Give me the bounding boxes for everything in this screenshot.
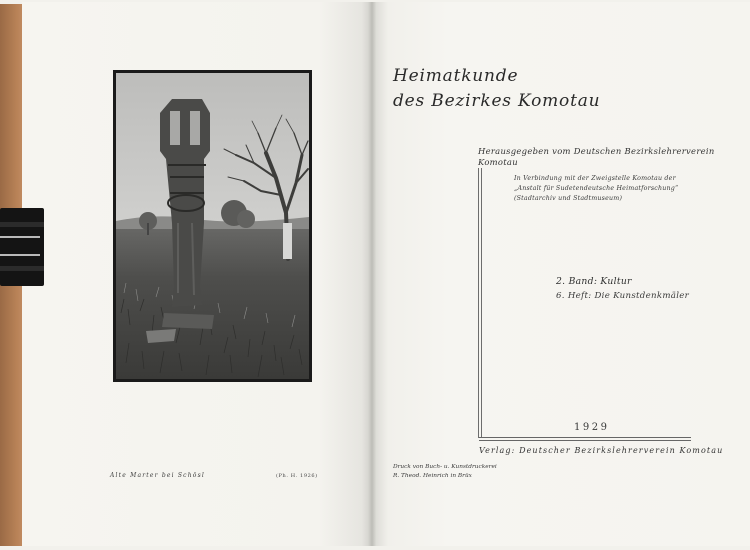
association-line-3: (Stadtarchiv und Stadtmuseum) [514,194,623,202]
printer-imprint [393,463,497,480]
association-line-1: In Verbindung mit der Zweigstelle Komotau der [514,175,676,182]
publisher-line: Verlag: Deutscher Bezirkslehrerverein Komotau [479,446,724,455]
printer-line-2: R. Theod. Heinrich in Brüx [393,472,472,479]
volume-band: 2. Band: Kultur [556,276,632,287]
photo-caption: Alte Marter bei Schösl [110,472,206,479]
clip-band [0,266,44,271]
editor-line-2: Komotau [478,156,518,167]
title-line-1: Heimatkunde [393,66,519,86]
vertical-rule [481,168,482,438]
title-line-2: des Bezirkes Komotau [393,91,601,111]
editor-line-1: Herausgegeben vom Deutschen Bezirkslehrerverein [478,146,715,156]
volume-heft: 6. Heft: Die Kunstdenkmäler [556,291,690,301]
photo-caption-note: (Ph. H. 1926) [276,473,318,479]
clip-band [0,222,44,227]
photograph-image [116,73,309,379]
wayside-shrine-photograph [113,70,312,382]
association-statement [514,174,729,203]
horizontal-rule [479,440,691,441]
book-gutter [368,2,376,546]
publication-year: 1929 [574,422,610,433]
page-title [393,64,600,114]
clip-wire [0,236,40,238]
clip-wire [0,254,40,256]
horizontal-rule [479,437,691,438]
printer-line-1: Druck von Buch- u. Kunstdruckerei [393,464,497,470]
binder-clip [0,208,44,286]
vertical-rule [478,168,479,438]
association-line-2: „Anstalt für Sudetendeutsche Heimatforschung“ [514,184,679,192]
editor-statement [478,146,723,167]
